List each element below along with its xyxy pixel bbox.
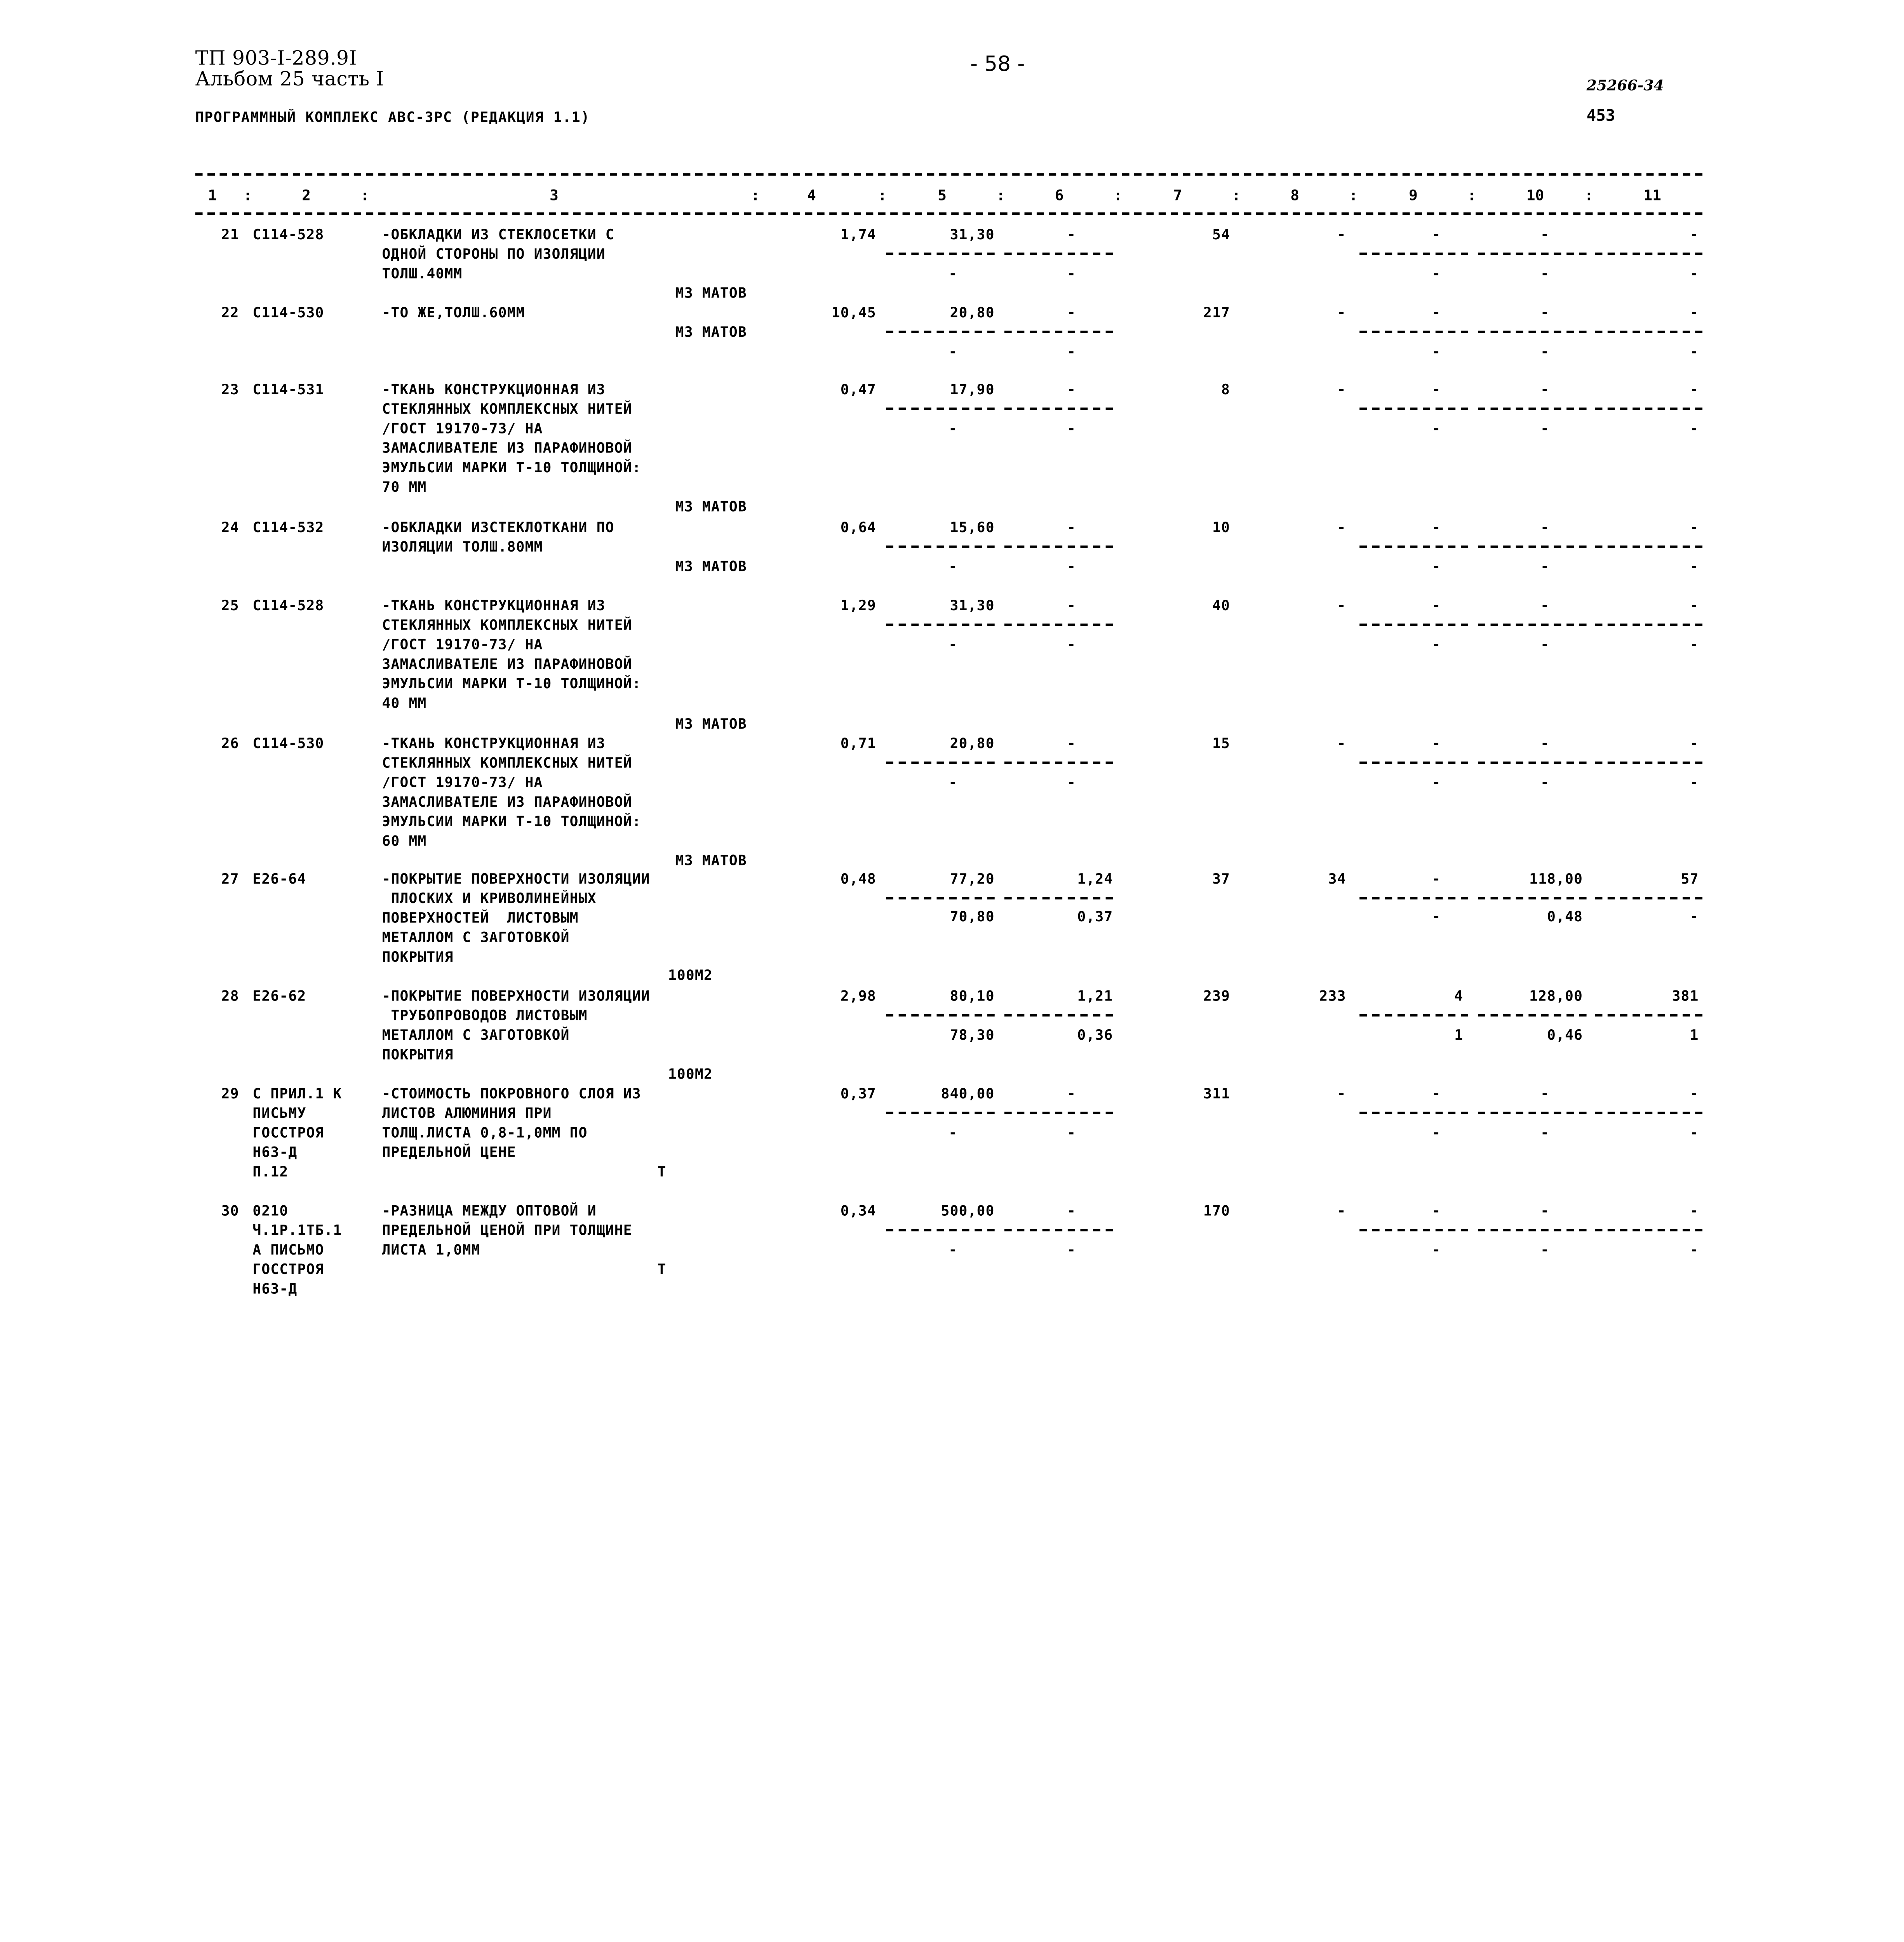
row-col7: 37 [1212,870,1230,887]
row-col9: - [1432,381,1441,398]
row-number: 27 [221,870,239,887]
row-col7: 54 [1212,226,1230,243]
row-col9: - [1432,870,1441,887]
row-col6: - [1067,304,1076,321]
row-col10-lower: - [1540,419,1550,437]
row-col5-lower: - [949,419,958,437]
row-unit: М3 МАТОВ [675,852,747,869]
row-col9: - [1432,1202,1441,1219]
row-number: 21 [221,226,239,243]
page-number: - 58 - [970,52,1025,77]
row-col9-lower: - [1432,1241,1441,1258]
row-col5-lower: - [949,1124,958,1141]
row-col9-divider [1359,897,1468,899]
row-col11: 57 [1681,870,1699,887]
column-number-11: 11 [1643,186,1661,204]
row-unit: 100М2 [668,966,713,984]
document-code: ТП 903-I-289.9I [195,46,357,70]
row-description: -ПОКРЫТИЕ ПОВЕРХНОСТИ ИЗОЛЯЦИИ ПЛОСКИХ И КРИВОЛИНЕЙНЫХ ПОВЕРХНОСТЕЙ ЛИСТОВЫМ МЕТАЛЛОМ С ЗАГОТОВКОЙ ПОКРЫТИЯ [382,870,650,966]
row-col7: 10 [1212,519,1230,536]
row-code: С114-528 [252,597,324,614]
row-col7: 8 [1221,381,1230,398]
row-col11-divider [1595,897,1702,899]
row-code: С114-532 [252,519,324,536]
row-col9: - [1432,226,1441,243]
row-col5-divider [886,252,995,255]
row-col11-lower: - [1690,908,1699,925]
row-col10-divider [1478,897,1587,899]
row-col10-lower: - [1540,774,1550,791]
row-unit: М3 МАТОВ [675,323,747,341]
column-number-7: 7 [1173,186,1182,204]
row-col8: - [1337,304,1346,321]
row-col9-divider [1359,624,1468,626]
row-col6-lower: - [1067,343,1076,360]
row-col6-divider [1004,897,1113,899]
row-col7: 217 [1203,304,1230,321]
column-number-9: 9 [1409,186,1418,204]
column-number-5: 5 [938,186,947,204]
row-col8: - [1337,381,1346,398]
row-unit: Т [657,1163,667,1180]
row-col10-lower: - [1540,343,1550,360]
row-col9: 4 [1454,987,1464,1004]
column-separator: : [1113,186,1123,204]
row-unit: М3 МАТОВ [675,284,747,302]
row-col5: 80,10 [950,987,995,1004]
row-col7: 311 [1203,1085,1230,1102]
row-col10: - [1540,597,1550,614]
row-col5-lower: - [949,1241,958,1258]
row-col11-lower: - [1690,1124,1699,1141]
row-col11-divider [1595,407,1702,410]
row-col10: - [1540,304,1550,321]
row-col8: - [1337,1202,1346,1219]
row-col11: - [1690,226,1699,243]
row-col10-divider [1478,252,1587,255]
row-col11: - [1690,519,1699,536]
row-description: -ОБКЛАДКИ ИЗ СТЕКЛОСЕТКИ С ОДНОЙ СТОРОНЫ ПО ИЗОЛЯЦИИ ТОЛШ.40ММ [382,226,614,282]
row-col10-divider [1478,407,1587,410]
column-separator: : [1467,186,1476,204]
row-col9-divider [1359,1112,1468,1114]
row-col8: - [1337,1085,1346,1102]
row-col9-lower: - [1432,908,1441,925]
row-description: -ПОКРЫТИЕ ПОВЕРХНОСТИ ИЗОЛЯЦИИ ТРУБОПРОВОДОВ ЛИСТОВЫМ МЕТАЛЛОМ С ЗАГОТОВКОЙ ПОКРЫТИЯ [382,987,650,1063]
row-code: 0210 Ч.1Р.1ТБ.1 А ПИСЬМО ГОССТРОЯ Н63-Д [252,1202,342,1297]
row-col6-lower: - [1067,774,1076,791]
sheet-number: 453 [1586,107,1615,126]
row-col11-lower: - [1690,635,1699,653]
row-col6-lower: 0,37 [1077,908,1113,925]
column-separator: : [243,186,252,204]
row-col9-divider [1359,1229,1468,1231]
row-col10: - [1540,734,1550,752]
row-col5-lower: - [949,343,958,360]
column-separator: : [1232,186,1241,204]
column-number-8: 8 [1290,186,1300,204]
row-col9-divider [1359,1014,1468,1016]
row-unit: М3 МАТОВ [675,557,747,575]
row-col11: 381 [1672,987,1699,1004]
row-col5-divider [886,545,995,548]
row-col5: 31,30 [950,597,995,614]
row-col9-lower: - [1432,343,1441,360]
row-col10: - [1540,381,1550,398]
row-number: 30 [221,1202,239,1219]
row-description: -СТОИМОСТЬ ПОКРОВНОГО СЛОЯ ИЗ ЛИСТОВ АЛЮМИНИЯ ПРИ ТОЛЩ.ЛИСТА 0,8-1,0ММ ПО ПРЕДЕЛЬНОЙ ЦЕНЕ [382,1085,641,1161]
row-col6-divider [1004,252,1113,255]
row-code: Е26-62 [252,987,306,1004]
row-col6: - [1067,1202,1076,1219]
row-col9: - [1432,519,1441,536]
row-col6-divider [1004,1229,1113,1231]
row-col11-lower: 1 [1690,1026,1699,1044]
row-col11-divider [1595,624,1702,626]
row-col11: - [1690,381,1699,398]
row-col6-divider [1004,407,1113,410]
row-col10-lower: - [1540,265,1550,282]
row-col9: - [1432,597,1441,614]
row-code: С ПРИЛ.1 К ПИСЬМУ ГОССТРОЯ Н63-Д П.12 [252,1085,342,1180]
row-col10-divider [1478,331,1587,333]
row-col11-divider [1595,1229,1702,1231]
row-description: -ОБКЛАДКИ ИЗСТЕКЛОТКАНИ ПО ИЗОЛЯЦИИ ТОЛШ.80ММ [382,519,614,555]
row-col5-divider [886,1229,995,1231]
row-col8: - [1337,597,1346,614]
row-code: С114-530 [252,304,324,321]
row-col6-lower: - [1067,1124,1076,1141]
row-col6: - [1067,381,1076,398]
row-col8: 233 [1319,987,1346,1004]
row-col11-divider [1595,331,1702,333]
row-col10-lower: 0,46 [1547,1026,1583,1044]
row-col7: 40 [1212,597,1230,614]
column-separator: : [878,186,887,204]
row-col4: 0,34 [840,1202,876,1219]
row-number: 26 [221,734,239,752]
row-col11: - [1690,304,1699,321]
row-col10-lower: 0,48 [1547,908,1583,925]
row-col7: 15 [1212,734,1230,752]
row-col11-lower: - [1690,774,1699,791]
column-number-10: 10 [1526,186,1544,204]
row-col9: - [1432,304,1441,321]
row-col5-lower: - [949,557,958,575]
row-col5-lower: - [949,774,958,791]
row-col6: 1,21 [1077,987,1113,1004]
row-col4: 0,48 [840,870,876,887]
column-separator: : [1349,186,1358,204]
row-col11-divider [1595,252,1702,255]
album-label: Альбом 25 часть I [195,67,384,90]
row-col9-lower: - [1432,557,1441,575]
column-separator: : [1584,186,1594,204]
row-col5-lower: 78,30 [950,1026,995,1044]
row-col9-divider [1359,545,1468,548]
row-unit: Т [657,1260,667,1278]
row-col10: 118,00 [1529,870,1583,887]
row-col10-divider [1478,624,1587,626]
column-number-6: 6 [1055,186,1064,204]
row-col5: 20,80 [950,304,995,321]
row-col8: - [1337,519,1346,536]
row-col5-lower: - [949,635,958,653]
row-col9-divider [1359,331,1468,333]
row-col6: - [1067,1085,1076,1102]
row-col5: 500,00 [941,1202,995,1219]
row-code: С114-530 [252,734,324,752]
row-col8: 34 [1328,870,1346,887]
row-col5-divider [886,624,995,626]
row-col4: 0,64 [840,519,876,536]
row-col10-divider [1478,1229,1587,1231]
row-col6-lower: - [1067,419,1076,437]
row-description: -РАЗНИЦА МЕЖДУ ОПТОВОЙ И ПРЕДЕЛЬНОЙ ЦЕНОЙ ПРИ ТОЛЩИНЕ ЛИСТА 1,0ММ [382,1202,632,1258]
row-code: С114-531 [252,381,324,398]
row-unit: 100М2 [668,1065,713,1082]
header-bottom-rule [195,212,1702,215]
header-top-rule [195,173,1702,176]
row-col6-lower: - [1067,635,1076,653]
row-col4: 10,45 [831,304,876,321]
row-col6-divider [1004,1014,1113,1016]
column-number-1: 1 [208,186,217,204]
row-col10-divider [1478,1112,1587,1114]
row-col10: - [1540,1202,1550,1219]
row-col10: - [1540,1085,1550,1102]
row-description: -ТКАНЬ КОНСТРУКЦИОННАЯ ИЗ СТЕКЛЯННЫХ КОМПЛЕКСНЫХ НИТЕЙ /ГОСТ 19170-73/ НА ЗАМАСЛИВАТЕЛЕ ИЗ ПАРАФИНОВОЙ ЭМУЛЬСИИ МАРКИ Т-10 ТОЛЩИНОЙ: 60 ММ [382,734,641,849]
row-number: 22 [221,304,239,321]
row-col4: 2,98 [840,987,876,1004]
row-number: 29 [221,1085,239,1102]
row-col6-divider [1004,545,1113,548]
row-col11-divider [1595,545,1702,548]
row-col11: - [1690,597,1699,614]
row-col11-lower: - [1690,343,1699,360]
column-number-4: 4 [807,186,816,204]
row-col9-lower: 1 [1454,1026,1464,1044]
row-col7: 239 [1203,987,1230,1004]
row-col6-divider [1004,624,1113,626]
row-col9-divider [1359,762,1468,764]
row-col10-divider [1478,1014,1587,1016]
row-col4: 1,29 [840,597,876,614]
row-code: С114-528 [252,226,324,243]
row-col4: 1,74 [840,226,876,243]
row-col6-divider [1004,331,1113,333]
row-col10-lower: - [1540,1124,1550,1141]
row-col11-divider [1595,762,1702,764]
row-col6: 1,24 [1077,870,1113,887]
row-col10: - [1540,519,1550,536]
row-col9-divider [1359,252,1468,255]
row-number: 23 [221,381,239,398]
row-col11: - [1690,734,1699,752]
row-col9-lower: - [1432,635,1441,653]
row-description: -ТО ЖЕ,ТОЛШ.60ММ [382,304,525,321]
row-col4: 0,71 [840,734,876,752]
row-number: 28 [221,987,239,1004]
row-col11: - [1690,1202,1699,1219]
row-col8: - [1337,734,1346,752]
row-col10-divider [1478,762,1587,764]
row-col5-divider [886,407,995,410]
row-col9: - [1432,1085,1441,1102]
row-col10-divider [1478,545,1587,548]
row-col10-lower: - [1540,557,1550,575]
row-col4: 0,37 [840,1085,876,1102]
row-col6: - [1067,226,1076,243]
row-col10: - [1540,226,1550,243]
row-col5: 77,20 [950,870,995,887]
row-col6: - [1067,597,1076,614]
column-number-2: 2 [302,186,311,204]
row-unit: М3 МАТОВ [675,715,747,733]
row-number: 24 [221,519,239,536]
row-col5-divider [886,331,995,333]
row-number: 25 [221,597,239,614]
program-title: ПРОГРАММНЫЙ КОМПЛЕКС АВС-3РС (РЕДАКЦИЯ 1.1) [195,108,590,126]
row-description: -ТКАНЬ КОНСТРУКЦИОННАЯ ИЗ СТЕКЛЯННЫХ КОМПЛЕКСНЫХ НИТЕЙ /ГОСТ 19170-73/ НА ЗАМАСЛИВАТЕЛЕ ИЗ ПАРАФИНОВОЙ ЭМУЛЬСИИ МАРКИ Т-10 ТОЛЩИНОЙ: 40 ММ [382,597,641,712]
column-separator: : [751,186,760,204]
column-separator: : [996,186,1005,204]
row-col6-lower: 0,36 [1077,1026,1113,1044]
row-col6-divider [1004,762,1113,764]
row-col5: 15,60 [950,519,995,536]
row-col6-lower: - [1067,1241,1076,1258]
row-col8: - [1337,226,1346,243]
row-col11-lower: - [1690,419,1699,437]
row-col10-lower: - [1540,635,1550,653]
row-col11-divider [1595,1014,1702,1016]
column-separator: : [360,186,369,204]
row-col9: - [1432,734,1441,752]
row-col11-divider [1595,1112,1702,1114]
row-description: -ТКАНЬ КОНСТРУКЦИОННАЯ ИЗ СТЕКЛЯННЫХ КОМПЛЕКСНЫХ НИТЕЙ /ГОСТ 19170-73/ НА ЗАМАСЛИВАТЕЛЕ ИЗ ПАРАФИНОВОЙ ЭМУЛЬСИИ МАРКИ Т-10 ТОЛЩИНОЙ: 70 ММ [382,381,641,496]
row-col5-divider [886,1014,995,1016]
row-col6-divider [1004,1112,1113,1114]
row-col6-lower: - [1067,265,1076,282]
row-col10-lower: - [1540,1241,1550,1258]
row-col9-lower: - [1432,419,1441,437]
row-col7: 170 [1203,1202,1230,1219]
column-number-3: 3 [550,186,559,204]
row-unit: М3 МАТОВ [675,498,747,515]
row-col9-lower: - [1432,265,1441,282]
row-col5: 31,30 [950,226,995,243]
row-col5-divider [886,1112,995,1114]
row-col5-divider [886,762,995,764]
row-col5: 17,90 [950,381,995,398]
row-col6-lower: - [1067,557,1076,575]
row-col10: 128,00 [1529,987,1583,1004]
row-col11-lower: - [1690,1241,1699,1258]
row-col6: - [1067,734,1076,752]
row-col6: - [1067,519,1076,536]
row-col5-lower: - [949,265,958,282]
row-col11-lower: - [1690,557,1699,575]
row-col5-divider [886,897,995,899]
row-col11: - [1690,1085,1699,1102]
row-code: Е26-64 [252,870,306,887]
row-col11-lower: - [1690,265,1699,282]
row-col4: 0,47 [840,381,876,398]
row-col5: 840,00 [941,1085,995,1102]
inventory-number: 25266-34 [1586,77,1664,94]
row-col9-divider [1359,407,1468,410]
row-col9-lower: - [1432,774,1441,791]
row-col5: 20,80 [950,734,995,752]
row-col9-lower: - [1432,1124,1441,1141]
row-col5-lower: 70,80 [950,908,995,925]
